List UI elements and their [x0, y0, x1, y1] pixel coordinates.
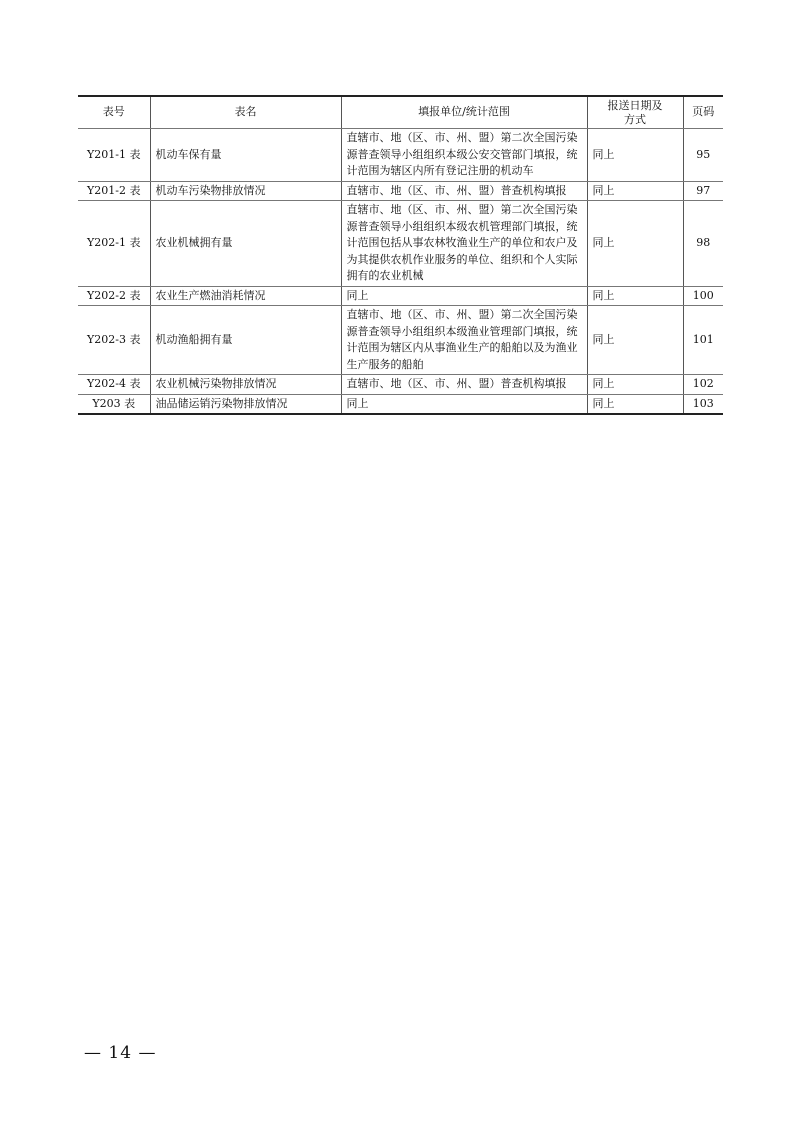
- header-date: [587, 96, 683, 129]
- cell-name: 农业机械拥有量: [150, 201, 341, 287]
- cell-code: Y203 表: [78, 394, 150, 414]
- cell-date: 同上: [587, 375, 683, 395]
- header-code: 表号: [78, 96, 150, 129]
- header-page: 页码: [683, 96, 723, 129]
- cell-page: 95: [683, 129, 723, 182]
- cell-scope: 直辖市、地（区、市、州、盟）第二次全国污染源普查领导小组组织本级农机管理部门填报，统计范围包括从事农林牧渔业生产的单位和农户及为其提供农机作业服务的单位、组织和个人实际拥有的农业机械: [341, 201, 587, 287]
- table-row: [78, 286, 723, 306]
- table-row: [78, 394, 723, 414]
- cell-code: Y201-1 表: [78, 129, 150, 182]
- header-date-text: 报送日期及方式: [607, 98, 663, 126]
- header-scope: 填报单位/统计范围: [341, 96, 587, 129]
- header-name: 表名: [150, 96, 341, 129]
- cell-code: Y202-3 表: [78, 306, 150, 375]
- cell-code: Y202-2 表: [78, 286, 150, 306]
- cell-page: 103: [683, 394, 723, 414]
- cell-code: Y202-1 表: [78, 201, 150, 287]
- cell-page: 97: [683, 181, 723, 201]
- cell-page: 102: [683, 375, 723, 395]
- table-row: [78, 201, 723, 287]
- cell-name: 机动渔船拥有量: [150, 306, 341, 375]
- cell-page: 98: [683, 201, 723, 287]
- cell-date: 同上: [587, 201, 683, 287]
- cell-date: 同上: [587, 286, 683, 306]
- directory-table: [78, 95, 723, 415]
- cell-scope: 直辖市、地（区、市、州、盟）第二次全国污染源普查领导小组组织本级公安交管部门填报，统计范围为辖区内所有登记注册的机动车: [341, 129, 587, 182]
- table-row: [78, 129, 723, 182]
- cell-name: 油品储运销污染物排放情况: [150, 394, 341, 414]
- cell-date: 同上: [587, 181, 683, 201]
- table-row: [78, 306, 723, 375]
- cell-scope: 同上: [341, 394, 587, 414]
- table-header-row: [78, 96, 723, 129]
- cell-name: 农业机械污染物排放情况: [150, 375, 341, 395]
- cell-code: Y202-4 表: [78, 375, 150, 395]
- table-row: [78, 181, 723, 201]
- cell-scope: 直辖市、地（区、市、州、盟）普查机构填报: [341, 375, 587, 395]
- cell-date: 同上: [587, 306, 683, 375]
- cell-name: 机动车保有量: [150, 129, 341, 182]
- cell-name: 农业生产燃油消耗情况: [150, 286, 341, 306]
- cell-date: 同上: [587, 394, 683, 414]
- page-number: — 14 —: [84, 1043, 157, 1063]
- table-row: [78, 375, 723, 395]
- cell-date: 同上: [587, 129, 683, 182]
- cell-scope: 直辖市、地（区、市、州、盟）普查机构填报: [341, 181, 587, 201]
- cell-scope: 同上: [341, 286, 587, 306]
- cell-page: 101: [683, 306, 723, 375]
- cell-name: 机动车污染物排放情况: [150, 181, 341, 201]
- cell-scope: 直辖市、地（区、市、州、盟）第二次全国污染源普查领导小组组织本级渔业管理部门填报，统计范围为辖区内从事渔业生产的船舶以及为渔业生产服务的船舶: [341, 306, 587, 375]
- cell-page: 100: [683, 286, 723, 306]
- cell-code: Y201-2 表: [78, 181, 150, 201]
